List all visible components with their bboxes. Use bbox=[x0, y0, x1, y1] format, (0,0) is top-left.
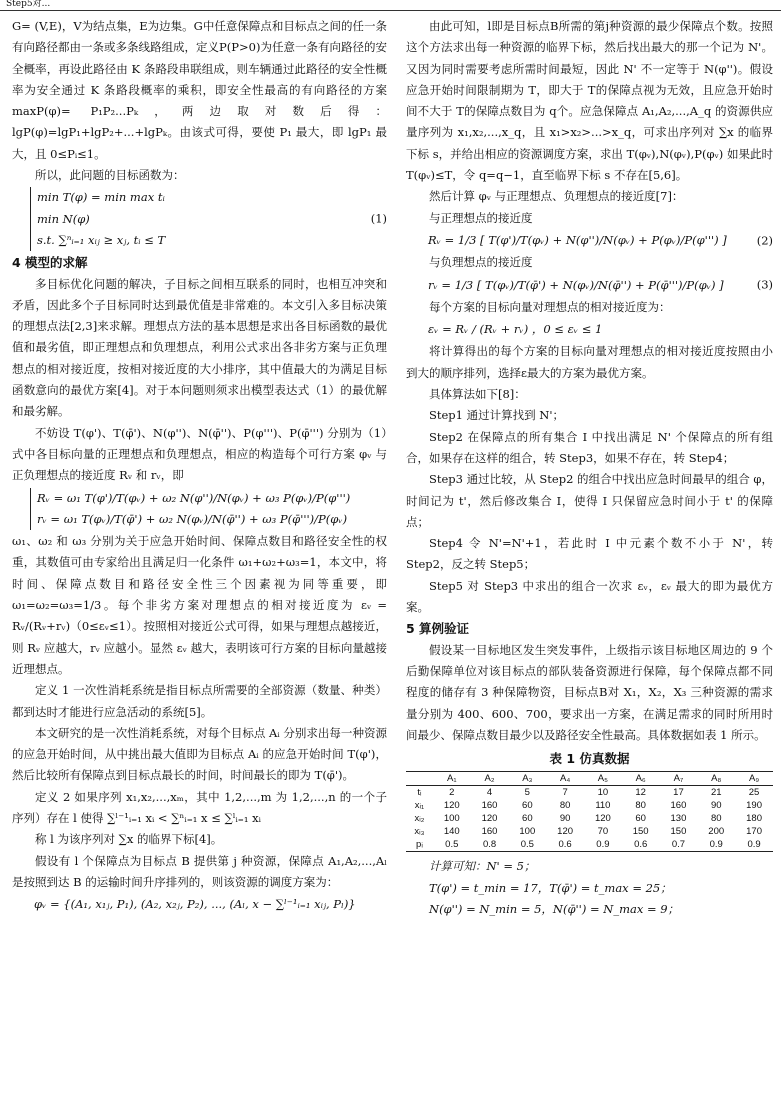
equation bbox=[406, 230, 773, 251]
table-header-row bbox=[406, 772, 773, 786]
table-cell: 170 bbox=[746, 826, 762, 838]
paragraph: Step1 通过计算找到 N'； bbox=[429, 408, 565, 423]
paragraph: 不妨设 T(φ')、T(φ̄')、N(φ'')、N(φ̄'')、P(φ''')、P(φ̄''') 分别为（1）式中各目标向量的正理想点和负理想点，相应的构造每个可行方案 φᵥ 与正负理想点的接近度 Rᵥ 和 rᵥ，即 bbox=[12, 425, 387, 483]
table-cell: 0.6 bbox=[558, 839, 572, 851]
table-cell: 90 bbox=[710, 800, 722, 812]
table-cell: 0.8 bbox=[482, 839, 497, 851]
equation-line: rᵥ = ω₁ T(φᵥ)/T(φ̄') + ω₂ N(φᵥ)/N(φ̄'') + ω₃ P(φ̄''')/P(φᵥ) bbox=[37, 511, 348, 526]
paragraph: 将计算得出的每个方案的目标向量对理想点的相对接近度按照由小到大的顺序排列，选择ε最大的方案为最优方案。 bbox=[406, 344, 773, 380]
table-column-header: A₉ bbox=[749, 773, 760, 785]
table-cell: 70 bbox=[597, 826, 609, 838]
paragraph: 多目标优化问题的解决，子目标之间相互联系的同时，也相互冲突和矛盾，因此多个子目标同时达到最优值是非常难的。本文引入多目标决策的理想点法[2,3]来求解。理想点方法的基本思想是求出各目标函数的最优值和最劣值，即正理想点和负理想点，利用公式求出各非劣方案与正负理想点的相对接近度，按相对接近度的大小排序，其中值最大的为满足目标函数意向的最优方案[4]。对于本问题则须求出模型表达式（1）的最优解和最劣解。 bbox=[12, 276, 387, 419]
paragraph: 由此可知，l即是目标点B所需的第j种资源的最少保障点个数。按照这个方法求出每一种资源的临界下标，然后找出最大的那一个记为 N'。又因为同时需要考虑所需时间最短，因此 N' 不一定等于 N(φ'')。假设应急开始时间限制期为 T，即大于 T的保障点视为无效，且应急开始时间不大于 T的保障点数目为 q个。应急保障点 A₁,A₂,...,A_q 的资源供应量序列为 x₁,x₂,...,x_q，且 x₁>x₂>...>x_q，可求出序列对 ∑x 的临界下标 s，并给出相应的资源调度方案，求出 T(φᵥ),N(φᵥ),P(φᵥ) 如果此时 T(φᵥ)≤T，令 q=q−1，直至临界下标 s 不存在[5,6]。 bbox=[406, 19, 773, 183]
table-cell: 21 bbox=[710, 787, 722, 799]
paragraph: 本文研究的是一次性消耗系统，对每个目标点 Aᵢ 分别求出每一种资源的应急开始时间，从中挑出最大值即为目标点 Aᵢ 的应急开始时间 T(φ')，然后比较所有保障点到目标点最长的时间，时间最长的即为 T(φ̄')。 bbox=[12, 725, 387, 783]
table-cell: 2 bbox=[449, 787, 455, 799]
right-column-body bbox=[406, 16, 773, 746]
paragraph: G= (V,E)，V为结点集，E为边集。G中任意保障点和目标点之间的任一条有向路径都由一条或多条线路组成，定义P(P>0)为任意一条有向路径的安全概率，再设此路径由 K 条路段串联组成，则车辆通过此路径的安全性概率为安全通过 K 条路段概率的乘积，即安全性最高的有向路径的方案 maxP(φ)= P₁P₂...Pₖ，两边取对数后得：lgP(φ)=lgP₁+lgP₂+...+lgPₖ。由该式可得，要使 P₁ 最大，即 lgP₁ 最大，且 0≤Pᵢ≤1。 bbox=[12, 19, 387, 161]
table-cell: 0.9 bbox=[747, 839, 761, 851]
equation-line: εᵥ = Rᵥ / (Rᵥ + rᵥ) ，0 ≤ εᵥ ≤ 1 bbox=[428, 322, 603, 337]
table-cell: 12 bbox=[635, 787, 646, 799]
table-row bbox=[406, 812, 773, 825]
table-cell: xᵢ₂ bbox=[414, 813, 425, 825]
table-column-header: A₃ bbox=[522, 773, 533, 785]
table-row bbox=[406, 825, 773, 838]
paragraph: 称 l 为该序列对 ∑x 的临界下标[4]。 bbox=[35, 832, 223, 847]
running-header bbox=[0, 0, 781, 11]
table-cell: 0.9 bbox=[596, 839, 610, 851]
table-cell: 4 bbox=[486, 787, 493, 799]
results-block bbox=[406, 856, 773, 920]
table-cell: 60 bbox=[635, 813, 646, 825]
table-column-header: A₅ bbox=[597, 773, 608, 785]
section-heading: 4 模型的求解 bbox=[12, 255, 88, 271]
paragraph: 定义 1 一次性消耗系统是指目标点所需要的全部资源（数量、种类）都到达时才能进行应急活动的系统[5]。 bbox=[12, 683, 387, 719]
equation-line: Rᵥ = 1/3 [ T(φ')/T(φᵥ) + N(φ'')/N(φᵥ) + P(φᵥ)/P(φ''') ] bbox=[428, 232, 727, 247]
table-cell: xᵢ₃ bbox=[414, 826, 425, 838]
equation-line: φᵥ = {(A₁, x₁ⱼ, P₁), (A₂, x₂ⱼ, P₂), ..., (Aₗ, x − ∑ˡ⁻¹ᵢ₌₁ xᵢⱼ, Pₗ)} bbox=[34, 897, 356, 912]
table-cell: 140 bbox=[443, 826, 460, 838]
table-cell: 150 bbox=[632, 826, 649, 838]
table-cell: 180 bbox=[746, 813, 762, 825]
table-cell: 90 bbox=[559, 813, 571, 825]
table-cell: pᵢ bbox=[416, 839, 423, 851]
paragraph: 所以，此问题的目标函数为： bbox=[35, 168, 185, 183]
table-title: 表 1 仿真数据 bbox=[549, 751, 630, 767]
table-cell: 160 bbox=[481, 826, 498, 838]
equation-number: (2) bbox=[756, 232, 773, 247]
table-cell: 10 bbox=[597, 787, 609, 799]
paragraph: Step5 对 Step3 中求出的组合一次求 εᵥ，εᵥ 最大的即为最优方案。 bbox=[406, 578, 773, 615]
table-cell: 60 bbox=[522, 800, 533, 812]
equation bbox=[30, 187, 387, 251]
table-cell: 80 bbox=[559, 800, 571, 812]
table-cell: 0.7 bbox=[671, 839, 686, 851]
equation-line: min T(φ) = min max tᵢ bbox=[37, 190, 165, 205]
table-cell: 160 bbox=[670, 800, 687, 812]
paragraph: 每个方案的目标向量对理想点的相对接近度为： bbox=[429, 299, 671, 314]
table-cell: 17 bbox=[673, 787, 684, 799]
paragraph: Step2 在保障点的所有集合 I 中找出满足 N' 个保障点的所有组合，如果存在这样的组合，转 Step3，如果不存在，转 Step4； bbox=[406, 429, 773, 465]
equation-line: rᵥ = 1/3 [ T(φᵥ)/T(φ̄') + N(φᵥ)/N(φ̄'') + P(φ̄''')/P(φᵥ) ] bbox=[428, 277, 724, 292]
paragraph: Step3 通过比较，从 Step2 的组合中找出应急时间最早的组合 φ，时间记为 t'，然后修改集合 I，使得 I 只保留应急时间小于 t' 的保障点； bbox=[406, 472, 773, 529]
table-cell: 0.5 bbox=[445, 839, 459, 851]
equation bbox=[12, 894, 387, 915]
result-line: T(φ') = t_min = 17，T(φ̄') = t_max = 25； bbox=[429, 880, 672, 895]
paragraph: 定义 2 如果序列 x₁,x₂,...,xₘ，其中 1,2,...,m 为 1,2,...,n 的一个子序列）存在 l 使得 ∑ˡ⁻¹ᵢ₌₁ xᵢ < ∑ⁿᵢ₌₁ x ≤ ∑ˡᵢ₌₁ xᵢ bbox=[12, 789, 387, 825]
table-cell: 25 bbox=[748, 787, 760, 799]
simulation-data-table bbox=[406, 771, 773, 852]
table-column-header: A₇ bbox=[673, 773, 684, 785]
table-cell: 0.9 bbox=[709, 839, 723, 851]
table-row bbox=[406, 838, 773, 852]
paragraph: 与负理想点的接近度 bbox=[429, 255, 533, 270]
table-column-header bbox=[406, 772, 433, 786]
result-line: 计算可知：N' = 5； bbox=[429, 859, 536, 874]
table-cell: tᵢ bbox=[417, 787, 422, 799]
table-cell: 120 bbox=[557, 826, 574, 838]
table-cell: 7 bbox=[562, 787, 568, 799]
table-cell: 0.6 bbox=[634, 839, 648, 851]
equation-number: (3) bbox=[756, 277, 773, 292]
section-heading: 5 算例验证 bbox=[406, 621, 470, 637]
table-cell: 120 bbox=[481, 813, 498, 825]
result-line: N(φ'') = N_min = 5，N(φ̄'') = N_max = 9； bbox=[429, 901, 680, 916]
table-row bbox=[406, 786, 773, 800]
paragraph: ω₁、ω₂ 和 ω₃ 分别为关于应急开始时间、保障点数目和路径安全性的权重，其数值可由专家给出且满足归一化条件 ω₁+ω₂+ω₃=1，本文中，将时间、保障点数目和路径安全性三个因素视为同等重要，即 ω₁=ω₂=ω₃=1/3。每个非劣方案对理想点的相对接近度为 εᵥ = Rᵥ/(Rᵥ+rᵥ)（0≤εᵥ≤1）。按照相对接近公式可得，如果与理想点越接近，则 Rᵥ 应越大，rᵥ 应越小。显然 εᵥ 越大，表明该可行方案的目标向量越接近理想点。 bbox=[12, 534, 387, 676]
table-cell: 0.5 bbox=[520, 839, 534, 851]
table-cell: 100 bbox=[519, 826, 536, 838]
table-column-header: A₆ bbox=[635, 773, 646, 785]
table-cell: 190 bbox=[746, 800, 762, 812]
equation-number: (1) bbox=[370, 211, 387, 226]
table-cell: 5 bbox=[524, 787, 530, 799]
table-column-header: A₈ bbox=[711, 773, 722, 785]
equation-line: Rᵥ = ω₁ T(φ')/T(φᵥ) + ω₂ N(φ'')/N(φᵥ) + ω₃ P(φᵥ)/P(φ''') bbox=[37, 490, 351, 505]
table-body bbox=[406, 786, 773, 852]
paragraph: 与正理想点的接近度 bbox=[429, 210, 533, 225]
left-column bbox=[12, 16, 387, 916]
equation-line: s.t. ∑ⁿᵢ₌₁ xᵢⱼ ≥ xⱼ, tᵢ ≤ T bbox=[37, 232, 166, 247]
table-cell: 60 bbox=[522, 813, 533, 825]
table-cell: 150 bbox=[670, 826, 687, 838]
equation bbox=[406, 275, 773, 296]
table-cell: 100 bbox=[443, 813, 460, 825]
table-cell: 110 bbox=[595, 800, 611, 812]
paragraph: 然后计算 φᵥ 与正理想点、负理想点的接近度[7]： bbox=[429, 189, 684, 204]
table-cell: 130 bbox=[670, 813, 687, 825]
table-column-header: A₄ bbox=[560, 773, 571, 785]
table-column-header: A₁ bbox=[446, 773, 457, 785]
paragraph: Step4 令 N'=N'+1，若此时 I 中元素个数不小于 N'，转 Step2，反之转 Step5； bbox=[406, 536, 773, 572]
paragraph: 假设有 l 个保障点为目标点 B 提供第 j 种资源，保障点 A₁,A₂,...,Aₗ 是按照到达 B 的运输时间升序排列的，则该资源的调度方案为： bbox=[12, 853, 387, 889]
table-row bbox=[406, 799, 773, 812]
table-cell: 120 bbox=[594, 813, 611, 825]
paragraph: 假设某一目标地区发生突发事件，上级指示该目标地区周边的 9 个后勤保障单位对该目标点的部队装备资源进行保障，每个保障点都不同程度的储存有 3 种保障物资，目标点B对 X₁，X₂，X₃ 三种资源的需求量分别为 400、600、700，要求出一方案，在满足需求的同时所用时间最少、保障点数目最少以及路径安全性最高。具体数据如表 1 所示。 bbox=[406, 642, 773, 742]
table-cell: 200 bbox=[708, 826, 725, 838]
running-header-text: Step5对... bbox=[6, 0, 51, 9]
paragraph: 具体算法如下[8]： bbox=[429, 387, 526, 402]
right-column bbox=[406, 16, 773, 920]
equation-line: min N(φ) bbox=[37, 211, 90, 226]
equation bbox=[30, 488, 387, 531]
table-cell: xᵢ₁ bbox=[414, 800, 425, 812]
equation bbox=[406, 319, 773, 340]
table-cell: 160 bbox=[481, 800, 498, 812]
table-cell: 120 bbox=[443, 800, 460, 812]
table-cell: 80 bbox=[710, 813, 722, 825]
table-column-header: A₂ bbox=[484, 773, 495, 785]
table-cell: 80 bbox=[635, 800, 646, 812]
